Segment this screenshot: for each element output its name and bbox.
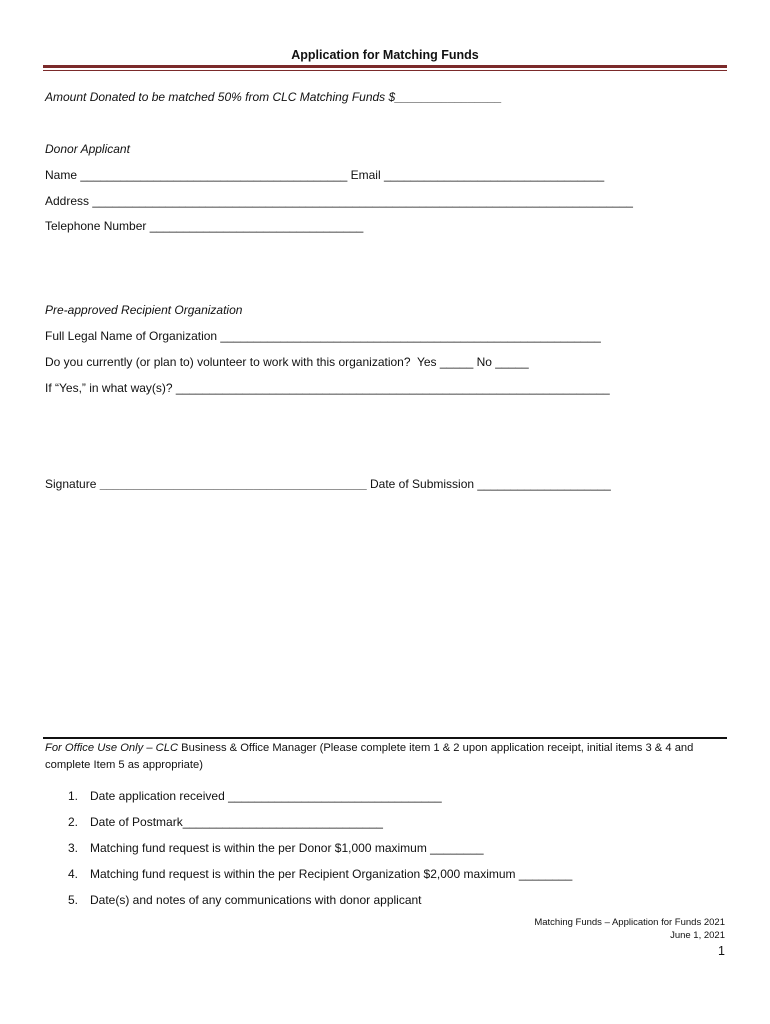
organization-name-line: Full Legal Name of Organization _________________________________________________________ <box>45 329 601 343</box>
amount-donated-line: Amount Donated to be matched 50% from CLC Matching Funds $________________ <box>45 90 502 104</box>
checklist-number: 1. <box>68 789 79 803</box>
donor-telephone-line: Telephone Number ________________________________ <box>45 219 364 233</box>
signature-line <box>45 477 611 491</box>
signature-blank: ________________________________________ <box>99 477 367 491</box>
volunteer-ways-line: If “Yes,” in what way(s)? _________________________________________________________________ <box>45 381 610 395</box>
checklist-text: Matching fund request is within the per Recipient Organization $2,000 maximum ________ <box>90 867 573 881</box>
donor-address-line: Address _________________________________________________________________________________ <box>45 194 633 208</box>
office-section-rule <box>43 737 727 739</box>
footer-date: June 1, 2021 <box>670 930 725 941</box>
page-number: 1 <box>718 944 725 958</box>
footer-document-name: Matching Funds – Application for Funds 2021 <box>534 917 725 928</box>
title-rule-thin <box>43 70 727 71</box>
checklist-text: Date application received ________________________________ <box>90 789 442 803</box>
title-rule-thick <box>43 65 727 68</box>
office-use-note <box>45 740 720 774</box>
submission-date-line: Date of Submission ____________________ <box>366 477 611 491</box>
document-title: Application for Matching Funds <box>291 48 479 62</box>
checklist-number: 2. <box>68 815 79 829</box>
volunteer-question-line: Do you currently (or plan to) volunteer to work with this organization? Yes _____ No _____ <box>45 355 529 369</box>
office-use-label: For Office Use Only – CLC <box>45 742 179 754</box>
recipient-section-heading: Pre-approved Recipient Organization <box>45 303 243 317</box>
donor-name-email-line: Name ________________________________________ Email _________________________________ <box>45 168 605 182</box>
checklist-number: 5. <box>68 893 79 907</box>
donor-section-heading: Donor Applicant <box>45 142 130 156</box>
office-use-instructions: Business & Office Manager (Please complete item 1 & 2 upon application receipt, initial items 3 & 4 and complete Item 5 as appropriate) <box>45 742 694 771</box>
checklist-number: 3. <box>68 841 79 855</box>
checklist-text: Date(s) and notes of any communications with donor applicant <box>90 893 422 907</box>
checklist-text: Date of Postmark______________________________ <box>90 815 383 829</box>
checklist-text: Matching fund request is within the per Donor $1,000 maximum ________ <box>90 841 484 855</box>
checklist-number: 4. <box>68 867 79 881</box>
signature-label: Signature <box>45 477 100 491</box>
